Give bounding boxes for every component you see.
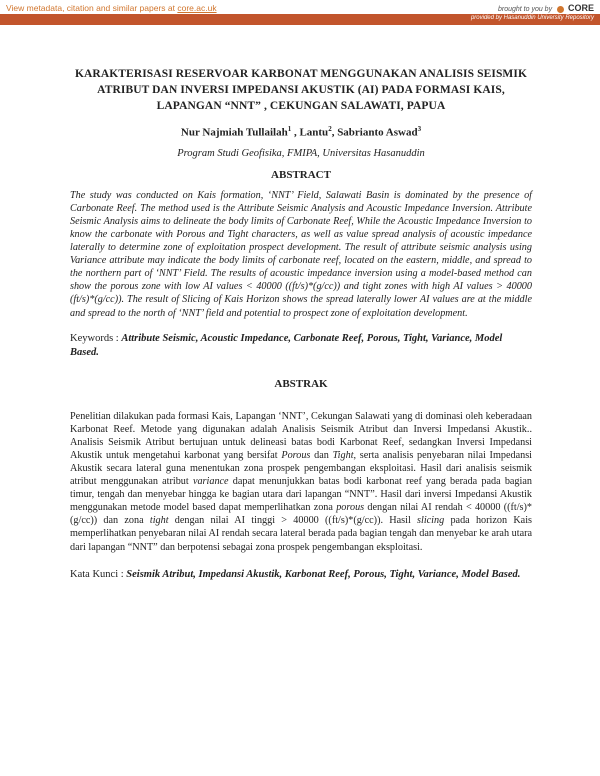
abstrak-body [70,410,532,554]
author: Lantu [299,126,329,139]
author: Nur Najmiah Tullailah [180,126,288,139]
abstrak-segment: Porous [281,449,311,461]
kata-kunci-list: Seismik Atribut, Impedansi Akustik, Karbonat Reef, Porous, Tight, Variance, Model Based. [126,568,521,580]
abstrak-segment: Tight [332,449,354,461]
core-link[interactable]: core.ac.uk [177,3,217,13]
core-logo[interactable]: CORE [567,3,594,13]
core-metadata-label: View metadata, citation and similar papers at [6,3,178,13]
author-list [70,125,532,139]
abstrak-segment: , serta analisis penyebaran nilai Impedansi Akustik secara lateral guna menentukan zona prospek pengembangan eksploitasi. Hasil dari analisis seismik atribut menggunakan atribut [70,449,532,488]
abstrak-segment: pada horizon Kais memperlihatkan penyebaran nilai AI rendah secara lateral berada pada bagian tengah dan menyebar ke arah utara dari lapangan “NNT” dan berpotensi sebagai zona prospek pengembangan eksploitasi. [70,515,532,553]
abstrak-segment: variance [192,476,229,488]
author-separator: , [291,126,300,139]
abstrak-segment: porous [336,502,365,514]
abstrak-segment: dapat menunjukkan batas bodi karbonat reef yang berada pada bagian timur, tengah dan menyebar hingga ke bagian utara dari lapangan “NNT”. Hasil dari inversi Impedansi Akustik menggunakan metode model based dapat memperlihatkan zona [70,476,532,514]
core-banner [0,0,600,26]
keywords [70,332,532,360]
abstrak-segment: dan [310,449,333,461]
abstrak-segment: Penelitian dilakukan pada formasi Kais, Lapangan ‘NNT’, Cekungan Salawati yang di dominasi oleh keberadaan Karbonat Reef. Metode yang digunakan adalah Analisis Seismik Atribut dan Inversi Impedansi Akustik.. Analisis Seismik Atribut bertujuan untuk delineasi batas bodi Karbonat Reef, sedangkan Inversi Impedansi Akustik untuk mengetahui karbonat yang bersifat [70,410,532,461]
brought-by-label: brought to you by [497,6,553,13]
author-affil-mark: 2 [328,125,332,133]
abstrak-segment: dengan nilai AI tinggi > 40000 ((ft/s)*(g/cc)). Hasil [168,515,418,527]
abstrak-segment: tight [149,515,169,527]
abstract-body: The study was conducted on Kais formation, ‘NNT’ Field, Salawati Basin is dominated by the presence of Carbonate Reef. The method used is the Attribute Seismic Analysis and Acoustic Impedance Inversion. Attribute Seismic Analysis aims to delineate the body limits of Carbonate Reef, While the Acoustic Impedance Inversion to know the carbonate with Porous and Tight characters, as well as value spread analysis of acoustic impedance laterally to determine zone of exploitation prospect development. The result of attribute seismic analysis using Variance attribute may indicate the body limits of carbonate reef, located on the eastern, middle, and spread to the northern part of ‘NNT’ Field. The results of acoustic impedance inversion using a model-based method can show the porous zone with low AI values < 40000 ((ft/s)*(g/cc)) and tight zones with high AI values > 40000 (ft/s)*(g/cc)). The result of Slicing of Kais Horizon shows the spread laterally lower AI values are at the middle and spread to the north of ‘NNT’ field and potential to prospect zone of exploitation development. [70,189,532,319]
abstrak-heading: ABSTRAK [274,377,328,390]
author-separator: , [331,126,338,139]
affiliation: Program Studi Geofisika, FMIPA, Universitas Hasanuddin [177,147,425,159]
author-affil-mark: 1 [287,125,292,133]
author: Sabrianto Aswad [337,126,418,139]
paper-title: KARAKTERISASI RESERVOAR KARBONAT MENGGUNAKAN ANALISIS SEISMIK ATRIBUT DAN INVERSI IMPEDANSI AKUSTIK (AI) PADA FORMASI KAIS, LAPANGAN “NNT” , CEKUNGAN SALAWATI, PAPUA [74,68,528,112]
core-metadata-text [6,3,217,13]
abstract-heading: ABSTRACT [271,168,331,181]
keywords-list: Attribute Seismic, Acoustic Impedance, Carbonate Reef, Porous, Tight, Variance, Model Based. [70,332,503,358]
keywords-label: Keywords : [70,332,122,344]
core-brought-by [498,3,594,13]
abstrak-segment: dengan nilai AI rendah < 40000 ((ft/s)*(g/cc)) dan zona [70,502,532,527]
kata-kunci-label: Kata Kunci : [70,568,127,580]
provided-by-label: provided by Hasanuddin University Repository [470,15,594,21]
core-logo-icon [557,6,564,13]
abstrak-segment: slicing [417,515,445,527]
paper-page [70,66,532,582]
kata-kunci [70,568,532,582]
author-affil-mark: 3 [417,125,422,133]
